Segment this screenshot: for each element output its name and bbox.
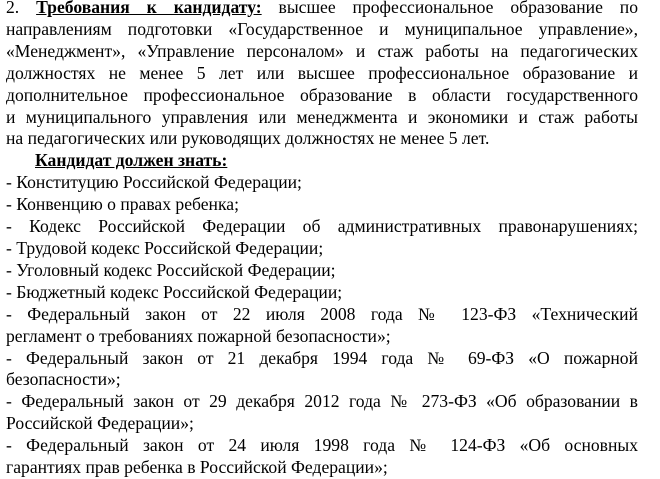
requirements-text-line: направлениям подготовки «Государственное и муниципальное управление», xyxy=(6,18,638,39)
knowledge-list-item: - Конвенцию о правах ребенка; xyxy=(6,194,239,215)
knowledge-heading: Кандидат должен знать: xyxy=(35,150,228,171)
requirements-heading: Требования к кандидату: xyxy=(36,0,262,17)
knowledge-list-item: - Федеральный закон от 29 декабря 2012 года № 273-ФЗ «Об образовании в xyxy=(6,391,638,412)
knowledge-list xyxy=(6,172,638,479)
requirements-text-line: на педагогических или руководящих должностях не менее 5 лет. xyxy=(6,128,490,149)
requirements-text-line: должностях не менее 5 лет или высшее профессиональное образование и xyxy=(6,62,638,83)
document-page xyxy=(6,0,638,479)
knowledge-list-item: - Бюджетный кодекс Российской Федерации; xyxy=(6,281,343,302)
knowledge-list-item-continuation: Российской Федерации»; xyxy=(6,413,194,434)
section-number: 2. xyxy=(6,0,20,17)
requirements-text-line: дополнительное профессиональное образование в области государственного xyxy=(6,84,638,105)
knowledge-list-item: - Конституцию Российской Федерации; xyxy=(6,172,302,193)
requirements-text-line: высшее профессиональное образование по xyxy=(278,0,638,17)
knowledge-list-item-continuation: регламент о требованиях пожарной безопасности»; xyxy=(6,325,391,346)
knowledge-list-item-continuation: гарантиях прав ребенка в Российской Федерации»; xyxy=(6,457,388,478)
requirements-section xyxy=(6,0,638,150)
knowledge-list-item: - Федеральный закон от 21 декабря 1994 года № 69-ФЗ «О пожарной xyxy=(6,347,638,368)
knowledge-list-item: - Федеральный закон от 24 июля 1998 года № 124-ФЗ «Об основных xyxy=(6,435,638,456)
requirements-text-line: и муниципального управления или менеджмента и экономики и стаж работы xyxy=(6,106,638,127)
knowledge-list-item: - Кодекс Российской Федерации об административных правонарушениях; xyxy=(6,216,638,237)
knowledge-list-item: - Федеральный закон от 22 июля 2008 года № 123-ФЗ «Технический xyxy=(6,303,638,324)
knowledge-heading-row xyxy=(6,150,638,172)
knowledge-list-item: - Уголовный кодекс Российской Федерации; xyxy=(6,259,336,280)
knowledge-list-item: - Трудовой кодекс Российской Федерации; xyxy=(6,237,324,258)
requirements-first-line xyxy=(6,0,638,19)
knowledge-list-item-continuation: безопасности»; xyxy=(6,369,121,390)
requirements-text-line: «Менеджмент», «Управление персоналом» и стаж работы на педагогических xyxy=(6,40,638,61)
